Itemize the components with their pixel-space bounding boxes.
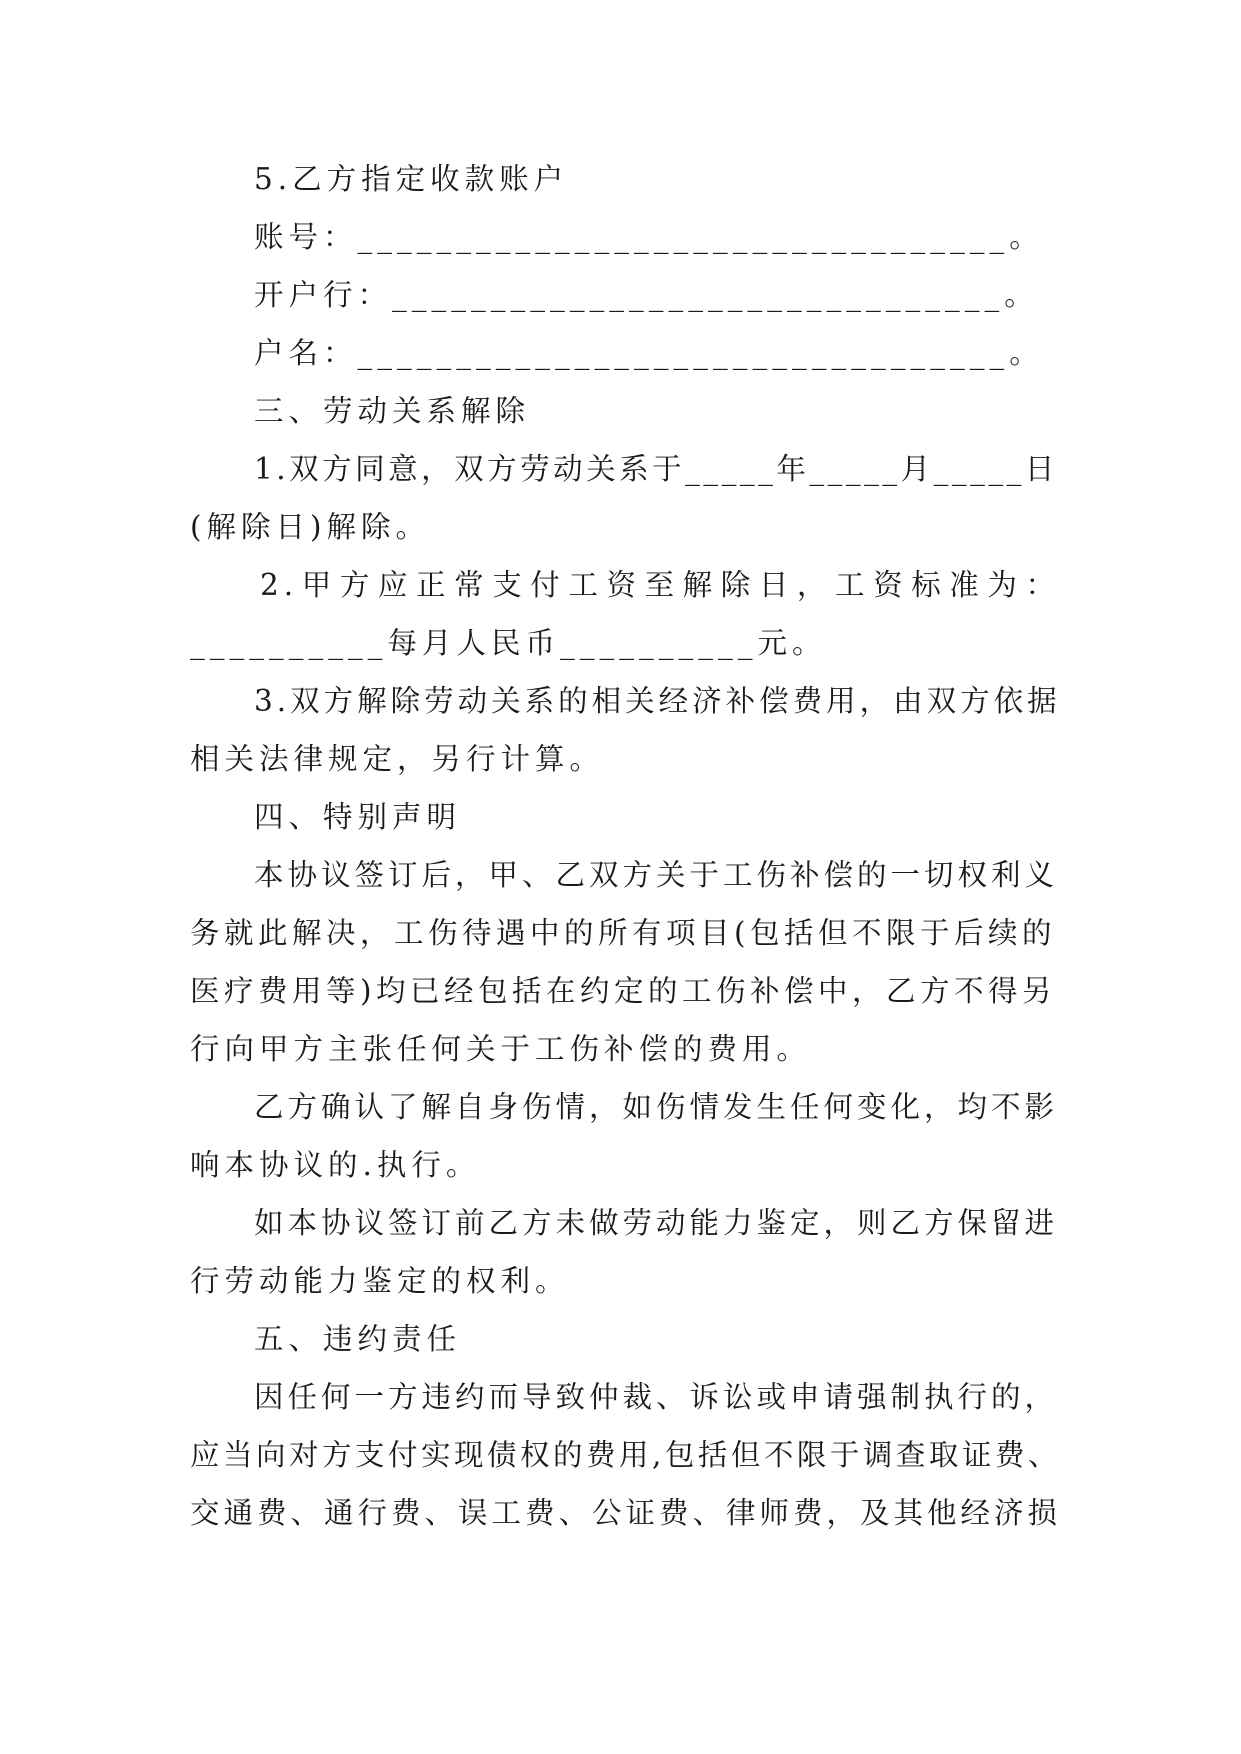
payee-account-heading: 5.乙方指定收款账户 — [254, 162, 569, 196]
document-page — [190, 150, 1060, 1542]
paragraph-line: 响本协议的.执行。 — [190, 1148, 481, 1182]
clause-compensation: 3.双方解除劳动关系的相关经济补偿费用，由双方依据 — [254, 684, 1061, 718]
paragraph-line: 医疗费用等)均已经包括在约定的工伤补偿中，乙方不得另 — [190, 974, 1057, 1008]
section-heading-breach-liability: 五、违约责任 — [254, 1322, 462, 1356]
paragraph-line: 应当向对方支付实现债权的费用,包括但不限于调查取证费、 — [190, 1438, 1061, 1472]
paragraph-line: 交通费、通行费、误工费、公证费、律师费，及其他经济损 — [190, 1496, 1062, 1530]
section-heading-special-statement: 四、特别声明 — [254, 800, 462, 834]
bank-name-field: 开户行：_______________________________。 — [254, 278, 1039, 312]
clause-termination-date: 1.双方同意，双方劳动关系于_____年_____月_____日 — [254, 452, 1058, 486]
section-heading-termination: 三、劳动关系解除 — [254, 394, 531, 428]
paragraph-line: 如本协议签订前乙方未做劳动能力鉴定，则乙方保留进 — [254, 1206, 1059, 1240]
paragraph-line: 行劳动能力鉴定的权利。 — [190, 1264, 570, 1298]
paragraph-line: 行向甲方主张任何关于工伤补偿的费用。 — [190, 1032, 812, 1066]
clause-compensation-cont: 相关法律规定，另行计算。 — [190, 742, 605, 776]
clause-wage-standard-cont: __________每月人民币__________元。 — [190, 626, 827, 660]
paragraph-line: 因任何一方违约而导致仲裁、诉讼或申请强制执行的， — [254, 1380, 1059, 1414]
account-number-field: 账号：_________________________________。 — [254, 220, 1044, 254]
account-holder-field: 户名：_________________________________。 — [254, 336, 1044, 370]
clause-termination-date-cont: (解除日)解除。 — [190, 510, 431, 544]
clause-wage-standard: 2.甲方应正常支付工资至解除日，工资标准为： — [260, 568, 1060, 602]
paragraph-line: 本协议签订后，甲、乙双方关于工伤补偿的一切权利义 — [254, 858, 1059, 892]
paragraph-line: 务就此解决，工伤待遇中的所有项目(包括但不限于后续的 — [190, 916, 1057, 950]
paragraph-line: 乙方确认了解自身伤情，如伤情发生任何变化，均不影 — [254, 1090, 1059, 1124]
